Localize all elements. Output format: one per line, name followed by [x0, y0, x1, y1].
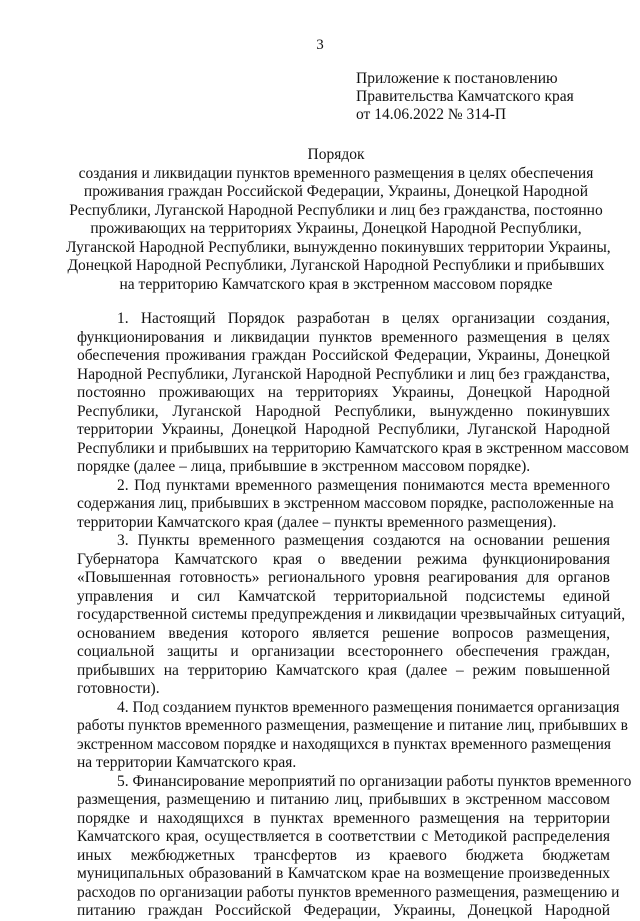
paragraph-line: Губернатора Камчатского края о введении режима функционирования	[77, 550, 610, 568]
body-paragraph	[77, 772, 632, 921]
paragraph-line: территории Камчатского края (далее – пункты временного размещения).	[77, 513, 557, 531]
paragraph-line: Республики и прибывших на территорию Камчатского края в экстренном массовом	[77, 439, 629, 457]
paragraph-line: порядке (далее – лица, прибывшие в экстренном массовом порядке).	[77, 458, 531, 475]
paragraph-line: иных межбюджетных трансфертов из краевого бюджета бюджетам	[77, 846, 610, 864]
paragraph-line: 4. Под созданием пунктов временного размещения понимается организация	[117, 698, 620, 716]
body-paragraph	[77, 698, 628, 773]
paragraph-line: обеспечения проживания граждан Российской Федерации, Украины, Донецкой	[77, 347, 610, 364]
appendix-line: от 14.06.2022 № 314-П	[356, 106, 507, 123]
paragraph-line: государственной системы предупреждения и ликвидации чрезвычайных ситуаций,	[77, 606, 626, 623]
paragraph-line: расходов по организации работы пунктов временного размещения, размещению и	[77, 883, 620, 901]
paragraph-line: 2. Под пунктами временного размещения понимаются места временного	[117, 476, 610, 494]
document-body	[77, 310, 632, 921]
appendix-line: Приложение к постановлению	[356, 70, 558, 87]
paragraph-line: управления и сил Камчатской территориальной подсистемы единой	[77, 587, 610, 605]
body-paragraph	[77, 310, 629, 477]
paragraph-line: основанием введения которого является решение вопросов размещения,	[77, 624, 610, 642]
paragraph-line: на территории Камчатского края.	[77, 754, 297, 771]
paragraph-line: Республики, Луганской Народной Республики, вынужденно покинувших	[77, 402, 610, 420]
paragraph-line: территории Украины, Донецкой Народной Республики, Луганской Народной	[77, 421, 610, 438]
paragraph-line: Народной Республики, Луганской Народной Республики и лиц без гражданства,	[77, 365, 610, 383]
paragraph-line: готовности).	[77, 680, 160, 697]
paragraph-line: «Повышенная готовность» регионального уровня реагирования для органов	[77, 569, 610, 586]
appendix-reference	[356, 70, 626, 124]
paragraph-line: 1. Настоящий Порядок разработан в целях организации создания,	[117, 310, 610, 327]
paragraph-line: экстренном массовом порядке и находящихся в пунктах временного размещения	[77, 735, 612, 753]
title-line: создания и ликвидации пунктов временного размещения в целях обеспечения	[78, 164, 594, 182]
body-paragraph	[77, 476, 614, 533]
title-line: проживающих на территориях Украины, Донецкой Народной Республики,	[90, 220, 582, 237]
paragraph-line: 3. Пункты временного размещения создаются на основании решения	[117, 532, 610, 549]
appendix-line: Правительства Камчатского края	[356, 88, 574, 105]
paragraph-line: социальной защиты и организации всестороннего обеспечения граждан,	[77, 643, 610, 660]
title-line: Донецкой Народной Республики, Луганской Народной Республики и прибывших	[67, 257, 605, 274]
paragraph-line: размещения, размещению и питанию лиц, прибывших в экстренном массовом	[77, 791, 610, 808]
title-line: на территорию Камчатского края в экстренном массовом порядке	[119, 275, 553, 293]
paragraph-line: функционирования и ликвидации пунктов временного размещения в целях	[77, 328, 610, 346]
paragraph-line: содержания лиц, прибывших в экстренном массовом порядке, расположенные на	[77, 495, 614, 512]
paragraph-line: постоянно проживающих на территориях Украины, Донецкой Народной	[77, 384, 610, 401]
paragraph-line: питанию граждан Российской Федерации, Украины, Донецкой Народной	[77, 902, 610, 919]
paragraph-line: работы пунктов временного размещения, размещение и питание лиц, прибывших в	[77, 717, 628, 734]
paragraph-line: порядке и находящихся в пунктах временного размещения на территории	[77, 809, 610, 827]
title-heading: Порядок	[307, 146, 365, 163]
title-line: Луганской Народной Республики, вынужденно покинувших территории Украины,	[66, 238, 611, 256]
paragraph-line: муниципальных образований в Камчатском крае на возмещение произведенных	[77, 865, 610, 882]
body-paragraph	[77, 532, 626, 699]
paragraph-line: прибывших на территорию Камчатского края (далее – режим повышенной	[77, 661, 610, 679]
paragraph-line: Камчатского края, осуществляется в соответствии с Методикой распределения	[77, 828, 610, 845]
document-title	[66, 146, 611, 294]
paragraph-line: 5. Финансирование мероприятий по организации работы пунктов временного	[117, 772, 632, 790]
title-line: Республики, Луганской Народной Республики и лиц без гражданства, постоянно	[69, 201, 603, 219]
page-number: 3	[316, 37, 324, 53]
title-line: проживания граждан Российской Федерации, Украины, Донецкой Народной	[83, 183, 589, 200]
